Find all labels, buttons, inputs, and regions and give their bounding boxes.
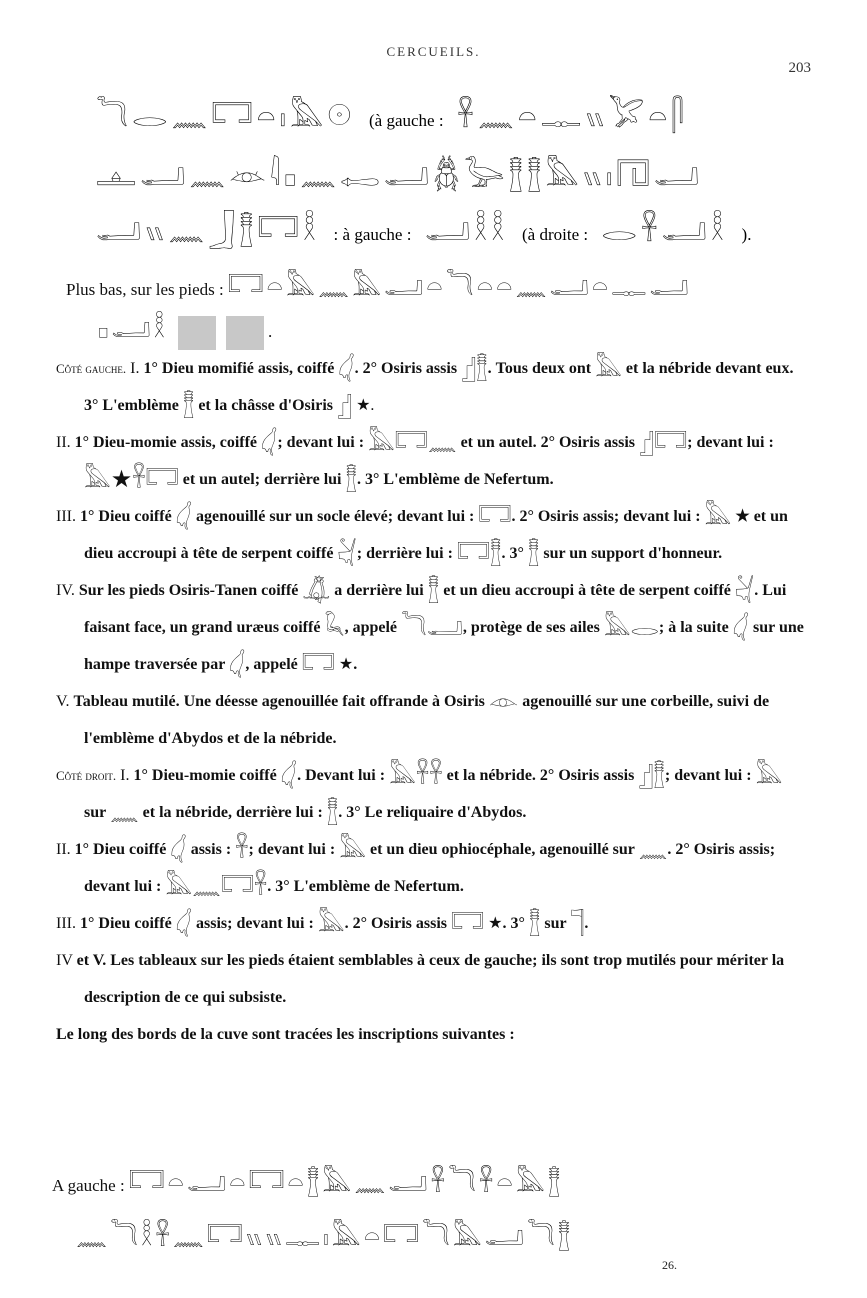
hieroglyph-inline: 𓋔	[734, 576, 755, 604]
hieroglyph-inline: 𓆓𓂝	[401, 613, 463, 641]
running-header: CERCUEILS.	[386, 44, 481, 59]
numeral: ★	[334, 656, 354, 673]
paragraph-text: assis :	[186, 841, 236, 858]
hieroglyph-inline: 𓉐	[301, 650, 335, 678]
paragraph-text: et un dieu accroupi à tête de serpent coiffé	[439, 582, 735, 599]
hieroglyph-inline: 𓊽	[326, 798, 339, 826]
pieds-glyphs-2: 𓊪𓂝𓎛	[98, 314, 168, 344]
paragraph-text: . 2° Osiris assis	[354, 360, 462, 377]
numeral: ★.	[352, 397, 375, 414]
signature-mark: 26.	[662, 1258, 677, 1272]
bottom-inscription-1	[52, 1158, 812, 1200]
paragraph-text: et la nébride, derrière lui :	[138, 804, 327, 821]
paragraph-text: ; devant lui :	[248, 841, 340, 858]
description-body	[56, 350, 804, 1053]
paragraph-text: sur une hampe traversée par	[84, 619, 804, 673]
label-a-gauche: (à gauche :	[368, 111, 444, 130]
section-heading: Côté gauche.	[56, 361, 127, 376]
hieroglyph-inline: 𓅓	[595, 354, 622, 382]
paragraph-text: 1° Dieu momifié assis, coiffé	[143, 360, 339, 377]
paragraph	[56, 683, 804, 757]
paragraph-text: agenouillé sur un socle élevé; devant lui :	[192, 508, 479, 525]
numeral: I.	[116, 767, 134, 784]
paragraph-text: . 2° Osiris assis; devant lui :	[511, 508, 705, 525]
paragraph-text: ★ et un dieu accroupi à tête de serpent coiffé	[84, 508, 788, 562]
bottom-label: A gauche :	[52, 1176, 125, 1195]
paragraph-text: et un autel. 2° Osiris assis	[456, 434, 639, 451]
paragraph-text: . 2° Osiris assis; devant lui :	[84, 841, 776, 895]
paragraph-text: . Tous deux ont	[487, 360, 596, 377]
paragraph-text: . Lui faisant face, un grand uræus coiffé	[84, 582, 787, 636]
paragraph-text: 1° Dieu coiffé	[74, 841, 171, 858]
paragraph-text: assis; devant lui :	[192, 915, 318, 932]
hieroglyph-inline: 𓋑	[170, 835, 187, 863]
paragraph-text: ; devant lui :	[664, 767, 756, 784]
hieroglyph-inline: 𓅓	[339, 835, 366, 863]
lacuna-box	[178, 316, 216, 350]
label-a-droite: (à droite :	[522, 225, 589, 244]
paragraph-text: . 3°	[502, 915, 529, 932]
lacuna-box	[226, 316, 264, 350]
paragraph-text: . 2° Osiris assis	[344, 915, 452, 932]
hieroglyph-inline: 𓊽	[345, 465, 357, 493]
hieroglyph-inline: 𓊨𓊽	[461, 354, 488, 382]
hieroglyph-inline: 𓋚	[302, 576, 331, 604]
closing-paren: ).	[741, 225, 752, 244]
paragraph-text: . 3° L'emblème de Nefertum.	[267, 878, 464, 895]
paragraph-text: a derrière lui	[330, 582, 428, 599]
hieroglyph-inline: 𓊨𓉐	[639, 428, 688, 456]
hieroglyph-inline: 𓅓	[704, 502, 732, 530]
paragraph-text: 1° Dieu-momie assis, coiffé	[74, 434, 262, 451]
paragraph-text: sur	[84, 804, 110, 821]
paragraph-text: . Devant lui :	[297, 767, 390, 784]
paragraph-text: . 3° L'emblème de Nefertum.	[357, 471, 554, 488]
paragraph-text: sur un support d'honneur.	[539, 545, 723, 562]
glyph-group: 𓂝𓏭𓈖𓃀𓊽𓉐𓎛	[96, 213, 320, 248]
hieroglyph-inline: 𓊨	[337, 391, 353, 419]
hieroglyph-inline: 𓊽	[182, 391, 195, 419]
pieds-glyphs: 𓉐𓏏𓅓𓈖𓅓𓂝𓏏𓆓𓏏𓏏𓈖𓂝𓏏𓊃𓂝	[227, 272, 692, 302]
numeral: IV	[56, 952, 77, 969]
hieroglyph-inline: 𓈖	[109, 798, 139, 826]
numeral: IV.	[56, 582, 79, 599]
hieroglyph-inline: 𓋑	[175, 909, 193, 937]
paragraph	[56, 905, 804, 942]
hieroglyph-inline: 𓁹	[488, 687, 519, 715]
paragraph-text: et la nébride devant eux. 3° L'emblème	[84, 360, 794, 414]
paragraph	[56, 424, 804, 498]
paragraph-text: Sur les pieds Osiris-Tanen coiffé	[78, 582, 303, 599]
hieroglyph-inline: 𓋑	[261, 428, 278, 456]
hieroglyph-inline: 𓅓𓉐𓈖	[368, 428, 457, 456]
hieroglyph-inline: 𓆗	[324, 613, 345, 641]
paragraph-text: .	[584, 915, 589, 932]
paragraph-text: Tableau mutilé. Une déesse agenouillée fait offrande à Osiris	[73, 693, 489, 710]
paragraph-text: ; derrière lui :	[356, 545, 457, 562]
paragraph-text: Le long des bords de la cuve sont tracées les inscriptions suivantes :	[56, 1026, 515, 1043]
paragraph	[56, 498, 804, 572]
paragraph	[56, 572, 804, 683]
hieroglyph-inline: 𓊹	[570, 909, 585, 937]
section-heading: Côté droit.	[56, 768, 117, 783]
label-a-gauche: : à gauche :	[333, 225, 412, 244]
paragraph-text: agenouillé sur une corbeille, suivi de l'emblème d'Abydos et de la nébride.	[84, 693, 770, 747]
numeral: III.	[56, 915, 80, 932]
hieroglyph-inline: 𓅓	[755, 761, 783, 789]
hieroglyph-inline: 𓊽	[527, 539, 540, 567]
hieroglyph-inline: 𓅓𓈖𓉐𓋹	[165, 872, 268, 900]
paragraph-text: 1° Dieu coiffé	[79, 915, 176, 932]
pieds-block-2	[98, 304, 272, 350]
hieroglyph-inline: 𓋹	[235, 835, 249, 863]
hieroglyph-inline: 𓋑	[175, 502, 193, 530]
bottom-glyphs: 𓉐𓏏𓂝𓏏𓉐𓏏𓊽𓅓𓈖𓂝𓋹𓆓𓋹𓏏𓅓𓊽	[128, 1168, 564, 1198]
paragraph-text: .	[353, 656, 358, 673]
paragraph-text: et la nébride. 2° Osiris assis	[442, 767, 639, 784]
paragraph	[56, 350, 804, 424]
hieroglyph-inline: 𓊨𓊽	[638, 761, 665, 789]
pieds-block	[66, 262, 816, 304]
hieroglyph-line-1	[96, 86, 688, 136]
numeral: V.	[56, 693, 74, 710]
paragraph-text: , appelé	[344, 619, 402, 636]
hieroglyph-inline: 𓉐	[478, 502, 512, 530]
numeral: III.	[56, 508, 80, 525]
hieroglyph-inline: 𓅓★𓋹𓉐	[84, 465, 179, 493]
numeral: I.	[126, 360, 144, 377]
paragraph-text: ; devant lui :	[687, 434, 774, 451]
numeral: II.	[56, 434, 75, 451]
paragraph-text: . 3° Le reliquaire d'Abydos.	[338, 804, 527, 821]
paragraph-text: . 3°	[501, 545, 528, 562]
hieroglyph-inline: 𓉐𓊽	[456, 539, 502, 567]
hieroglyph-inline: 𓋑	[229, 650, 246, 678]
glyph-group: 𓋹𓈖𓏏𓊃𓏭𓅯𓏏𓋴	[457, 99, 688, 134]
hieroglyph-inline: 𓅓𓂋	[603, 613, 659, 641]
hieroglyph-inline: 𓅓	[317, 909, 345, 937]
hieroglyph-inline: 𓋑	[338, 354, 355, 382]
paragraph-text: , appelé	[245, 656, 302, 673]
hieroglyph-inline: 𓊽	[528, 909, 541, 937]
hieroglyph-inline: 𓋑	[732, 613, 750, 641]
hieroglyph-line-2	[96, 145, 703, 195]
bottom-glyphs-2: 𓈖𓆓𓎛𓋹𓈖𓉐𓏭𓏭𓊃𓏤𓅓𓏏𓉐𓆓𓅓𓂝𓆓𓊽	[76, 1222, 574, 1252]
page-number: 203	[788, 60, 811, 76]
paragraph-text: ; à la suite	[658, 619, 733, 636]
bottom-inscription-2	[76, 1212, 816, 1254]
paragraph-text: 1° Dieu coiffé	[79, 508, 176, 525]
paragraph	[56, 831, 804, 905]
paragraph-text: , protège de ses ailes	[462, 619, 604, 636]
hieroglyph-line-3	[96, 200, 751, 250]
glyph-group: 𓊵𓂝𓈖𓁺𓇋𓊪𓈖𓉻𓂝𓆣𓅬𓊽𓊽𓅓𓏭𓏤𓉔𓂝	[96, 158, 704, 193]
glyph-group: 𓂋𓋹𓂝𓎛	[601, 213, 728, 248]
hieroglyph-inline: 𓋑	[280, 761, 298, 789]
pieds-label: Plus bas, sur les pieds :	[66, 280, 224, 299]
paragraph-text: et la châsse d'Osiris	[194, 397, 337, 414]
hieroglyph-inline: 𓊽	[427, 576, 440, 604]
glyph-group: 𓆓𓂋𓈖𓉐𓏏𓏤𓅓𓇳	[96, 99, 356, 134]
hieroglyph-inline: 𓈖	[638, 835, 668, 863]
paragraph	[56, 1016, 804, 1053]
hieroglyph-inline: 𓉐	[451, 909, 485, 937]
paragraph-text: et V. Les tableaux sur les pieds étaient semblables à ceux de gauche; ils sont trop mutilés pour mériter la description de ce qui subsiste.	[76, 952, 785, 1006]
glyph-group: 𓂝𓎛𓎛	[424, 213, 509, 248]
numeral: II.	[56, 841, 75, 858]
paragraph-text: et un dieu ophiocéphale, agenouillé sur	[365, 841, 639, 858]
paragraph-text: ; devant lui :	[277, 434, 369, 451]
hieroglyph-inline: 𓅓𓋹𓋹	[389, 761, 443, 789]
paragraph	[56, 942, 804, 1016]
paragraph-text: et un autel; derrière lui	[178, 471, 346, 488]
paragraph-text: sur	[540, 915, 571, 932]
numeral: ★	[484, 915, 503, 932]
paragraph-text: 1° Dieu-momie coiffé	[133, 767, 281, 784]
pieds-end: .	[268, 322, 273, 341]
hieroglyph-inline: 𓋔	[337, 539, 357, 567]
paragraph	[56, 757, 804, 831]
